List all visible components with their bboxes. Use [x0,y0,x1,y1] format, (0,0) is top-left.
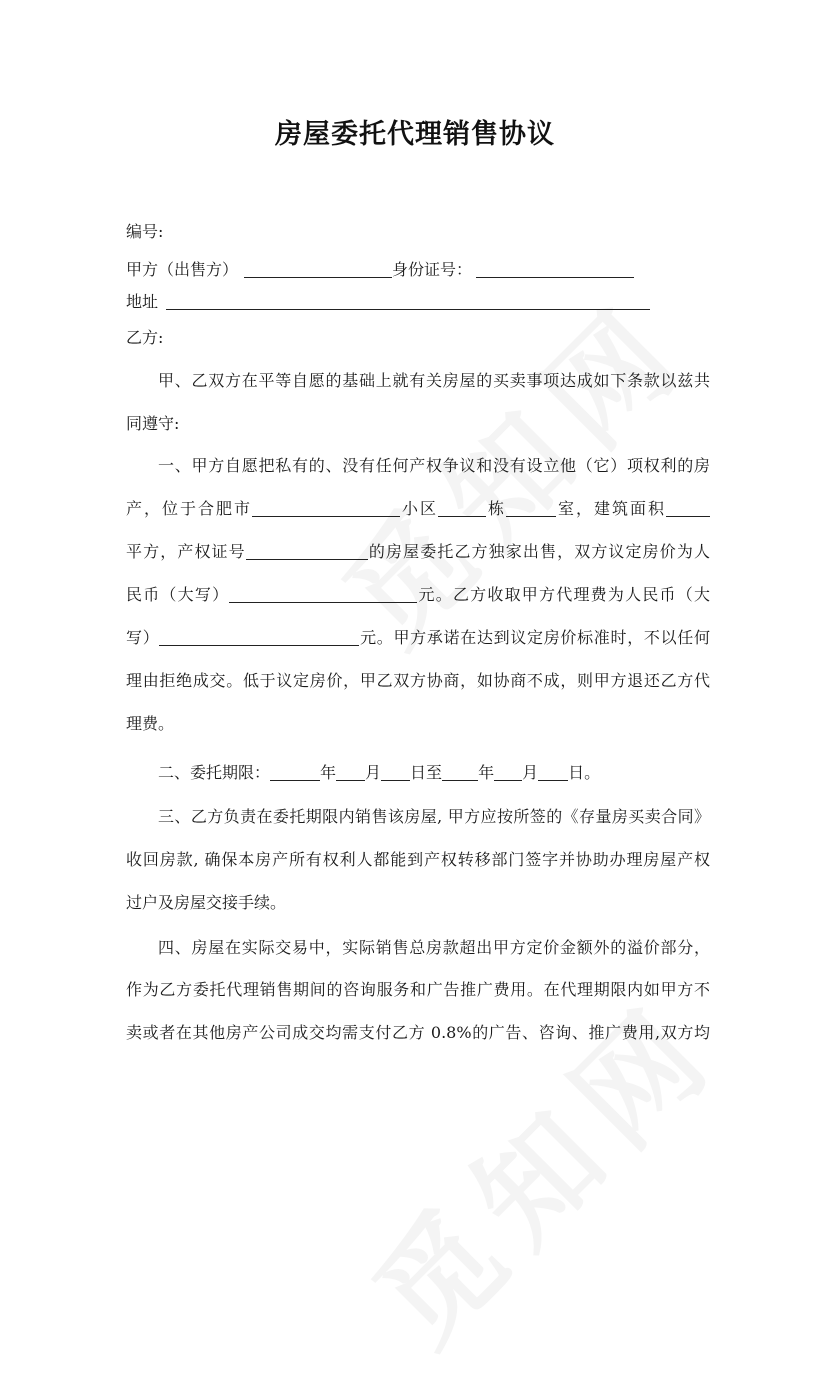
party-b-label: 乙方: [126,328,164,347]
address-blank[interactable] [166,291,650,310]
fee-blank[interactable] [159,627,359,646]
clause3-line: 三、乙方负责在委托期限内销售该房屋, 甲方应按所签的《存量房买卖合同》 [158,807,710,826]
text: 年 [478,763,495,782]
clause1-line: 理费。 [126,714,175,733]
area-blank[interactable] [666,498,710,517]
intro-line: 甲、乙双方在平等自愿的基础上就有关房屋的买卖事项达成如下条款以兹共 [158,371,710,390]
number-line [126,220,710,244]
text: 元。乙方收取甲方代理费为人民币（大 [417,585,710,604]
clause3-line: 过户及房屋交接手续。 [126,893,287,912]
clause4-line: 作为乙方委托代理销售期间的咨询服务和广告推广费用。在代理期限内如甲方不 [126,980,710,999]
text: 日至 [410,763,443,782]
party-b-line [126,326,710,350]
room-blank[interactable] [506,498,556,517]
clause4-line: 卖或者在其他房产公司成交均需支付乙方 0.8%的广告、咨询、推广费用,双方均 [126,1023,710,1042]
start-year-blank[interactable] [270,762,320,781]
party-a-label: 甲方（出售方） [126,260,239,279]
start-day-blank[interactable] [381,762,410,781]
id-label: 身份证号： [392,260,473,279]
clause1-line: 一、甲方自愿把私有的、没有任何产权争议和没有设立他（它）项权利的房 [158,456,710,475]
text: 小区 [399,499,438,518]
community-blank[interactable] [252,498,400,517]
clause1-line [126,497,710,521]
text: 元。甲方承诺在达到议定房价标准时，不以任何 [359,628,710,647]
end-day-blank[interactable] [538,762,568,781]
clause4-line: 四、房屋在实际交易中，实际销售总房款超出甲方定价金额外的溢价部分， [158,938,710,957]
text: 栋 [485,499,506,518]
text: 室，建筑面积 [555,499,666,518]
text: 二、委托期限： [158,763,271,782]
text: 年 [320,763,337,782]
text: 写） [126,628,160,647]
address-label: 地址 [126,292,159,311]
clause1-line [126,626,710,650]
clause1-line [126,540,710,564]
text: 的房屋委托乙方独家出售，双方议定房价为人 [367,542,710,561]
party-a-line [126,258,710,282]
price-blank[interactable] [229,584,417,603]
watermark [331,957,750,1375]
start-month-blank[interactable] [336,762,365,781]
id-blank[interactable] [476,259,634,278]
text: 日。 [568,763,601,782]
text: 产，位于合肥市 [126,499,252,518]
clause1-line: 理由拒绝成交。低于议定房价，甲乙双方协商，如协商不成，则甲方退还乙方代 [126,671,710,690]
address-line [126,290,710,314]
text: 月 [365,763,382,782]
clause1-line [126,583,710,607]
certificate-blank[interactable] [246,541,368,560]
end-month-blank[interactable] [494,762,522,781]
party-a-blank[interactable] [244,259,392,278]
text: 民币（大写） [126,585,230,604]
text: 月 [522,763,539,782]
clause3-line: 收回房款, 确保本房产所有权利人都能到产权转移部门签字并协助办理房屋产权 [126,850,710,869]
end-year-blank[interactable] [442,762,478,781]
text: 平方，产权证号 [126,542,246,561]
number-label: 编号: [126,222,164,241]
intro-line: 同遵守: [126,414,180,433]
document-title: 房屋委托代理销售协议 [275,119,555,150]
clause2-line [158,761,742,785]
building-blank[interactable] [438,498,486,517]
